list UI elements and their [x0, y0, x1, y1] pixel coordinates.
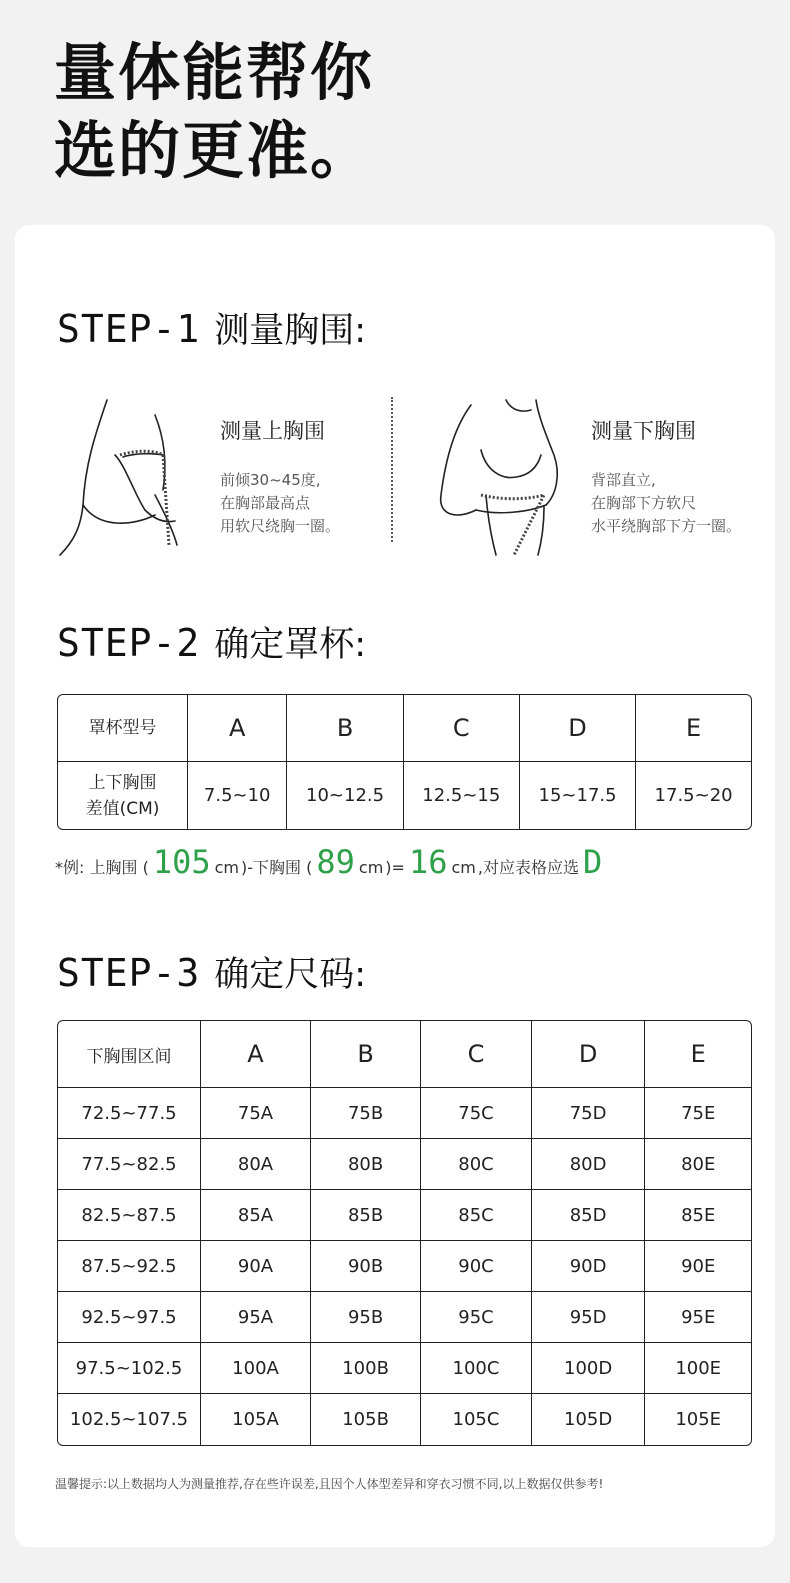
size-header-a: A: [201, 1021, 311, 1088]
size-cell: 85E: [645, 1190, 751, 1241]
size-cell: 100D: [532, 1343, 646, 1394]
table-row: [58, 1088, 751, 1139]
size-cell: 90B: [311, 1241, 421, 1292]
upper-bust-line-3: 用软尺绕胸一圈。: [220, 517, 341, 535]
size-range: 77.5~82.5: [58, 1139, 201, 1190]
size-cell: 85D: [532, 1190, 646, 1241]
size-cell: 100C: [421, 1343, 532, 1394]
cup-table: [57, 694, 752, 830]
size-cell: 80D: [532, 1139, 646, 1190]
size-cell: 95B: [311, 1292, 421, 1343]
size-range: 72.5~77.5: [58, 1088, 201, 1139]
size-cell: 90C: [421, 1241, 532, 1292]
disclaimer-note: 温馨提示:以上数据均人为测量推荐,存在些许误差,且因个人体型差异和穿衣习惯不同,以上数据仅供参考!: [55, 1477, 604, 1491]
size-cell: 80A: [201, 1139, 311, 1190]
size-header-c: C: [421, 1021, 532, 1088]
size-cell: 75A: [201, 1088, 311, 1139]
size-cell: 80C: [421, 1139, 532, 1190]
size-cell: 90A: [201, 1241, 311, 1292]
size-cell: 85B: [311, 1190, 421, 1241]
upper-bust-line-2: 在胸部最高点: [220, 494, 311, 512]
size-cell: 105B: [311, 1394, 421, 1445]
size-range: 87.5~92.5: [58, 1241, 201, 1292]
size-cell: 85C: [421, 1190, 532, 1241]
diff-cell-b: 10~12.5: [287, 762, 403, 829]
example-suffix: ,对应表格应选: [477, 858, 579, 877]
size-range: 97.5~102.5: [58, 1343, 201, 1394]
under-bust-title: 测量下胸围: [591, 419, 696, 443]
table-row: [58, 1241, 751, 1292]
step2-title: [57, 617, 366, 667]
under-bust-line-3: 水平绕胸部下方一圈。: [591, 517, 742, 535]
size-cell: 100E: [645, 1343, 751, 1394]
table-row: [58, 1343, 751, 1394]
example-diff-value: 16: [408, 843, 448, 881]
size-cell: 105D: [532, 1394, 646, 1445]
size-cell: 100A: [201, 1343, 311, 1394]
headline-line-1: 量体能帮你: [54, 36, 375, 109]
example-result: D: [582, 843, 603, 881]
upper-bust-line-1: 前倾30~45度,: [220, 471, 321, 489]
size-cell: 75C: [421, 1088, 532, 1139]
cup-table-header-label: 罩杯型号: [58, 695, 188, 762]
cup-example: [55, 843, 606, 881]
cup-header-d: D: [520, 695, 636, 762]
upper-bust-title: 测量上胸围: [220, 419, 325, 443]
under-bust-line-2: 在胸部下方软尺: [591, 494, 697, 512]
diff-cell-d: 15~17.5: [520, 762, 636, 829]
example-unit-2: cm: [358, 858, 384, 877]
example-mid2: )=: [385, 858, 405, 877]
cup-table-diff-row: [58, 762, 751, 829]
size-cell: 100B: [311, 1343, 421, 1394]
size-header-d: D: [532, 1021, 646, 1088]
table-row: [58, 1292, 751, 1343]
size-range: 82.5~87.5: [58, 1190, 201, 1241]
cup-header-e: E: [636, 695, 751, 762]
step1-title: [57, 303, 366, 353]
step3-code: STEP-3: [57, 951, 201, 995]
size-cell: 90D: [532, 1241, 646, 1292]
size-cell: 80B: [311, 1139, 421, 1190]
example-unit-3: cm: [451, 858, 476, 877]
size-range: 92.5~97.5: [58, 1292, 201, 1343]
example-unit-1: cm: [214, 858, 239, 877]
size-cell: 75E: [645, 1088, 751, 1139]
headline-line-2: 选的更准。: [54, 114, 375, 187]
diff-cell-a: 7.5~10: [188, 762, 287, 829]
headline: [54, 34, 374, 190]
size-cell: 85A: [201, 1190, 311, 1241]
size-cell: 105A: [201, 1394, 311, 1445]
under-bust-figure-icon: [426, 395, 576, 560]
upper-bust-figure-icon: [55, 395, 205, 560]
diff-label-line-2: 差值(CM): [85, 798, 160, 819]
step2-code: STEP-2: [57, 621, 201, 665]
cup-header-b: B: [287, 695, 403, 762]
size-cell: 95A: [201, 1292, 311, 1343]
cup-header-a: A: [188, 695, 287, 762]
size-cell: 95D: [532, 1292, 646, 1343]
size-cell: 105C: [421, 1394, 532, 1445]
cup-header-c: C: [404, 695, 520, 762]
size-cell: 95C: [421, 1292, 532, 1343]
size-range: 102.5~107.5: [58, 1394, 201, 1445]
table-row: [58, 1139, 751, 1190]
size-guide-card: [15, 225, 775, 1547]
cup-table-header-row: [58, 695, 751, 762]
size-cell: 105E: [675, 1409, 722, 1430]
size-header-b: B: [311, 1021, 421, 1088]
step3-name: 确定尺码:: [214, 955, 367, 995]
example-mid: )-下胸围 (: [241, 858, 313, 877]
example-upper-value: 105: [152, 843, 211, 881]
size-table-header-label: 下胸围区间: [58, 1021, 201, 1088]
diff-cell-c: 12.5~15: [404, 762, 520, 829]
table-row: [58, 1394, 751, 1445]
diff-cell-e: 17.5~20: [654, 785, 733, 806]
example-lower-value: 89: [316, 843, 355, 881]
upper-bust-text: [220, 415, 340, 538]
step3-title: [57, 947, 366, 997]
size-cell: 75B: [311, 1088, 421, 1139]
size-cell: 90E: [645, 1241, 751, 1292]
step1-code: STEP-1: [57, 307, 201, 351]
size-cell: 80E: [645, 1139, 751, 1190]
size-cell: 75D: [532, 1088, 646, 1139]
cup-table-diff-label: [58, 762, 188, 829]
diff-label-line-1: 上下胸围: [88, 772, 157, 793]
under-bust-line-1: 背部直立,: [591, 471, 656, 489]
under-bust-text: [591, 415, 741, 538]
size-header-e: E: [645, 1021, 751, 1088]
size-cell: 95E: [645, 1292, 751, 1343]
example-prefix: *例: 上胸围 (: [55, 858, 149, 877]
table-row: [58, 1190, 751, 1241]
upper-bust-block: [15, 385, 391, 555]
size-table: [57, 1020, 752, 1446]
size-table-header-row: [58, 1021, 751, 1088]
step1-name: 测量胸围:: [214, 311, 367, 351]
under-bust-block: [391, 385, 775, 555]
step2-name: 确定罩杯:: [214, 625, 367, 665]
